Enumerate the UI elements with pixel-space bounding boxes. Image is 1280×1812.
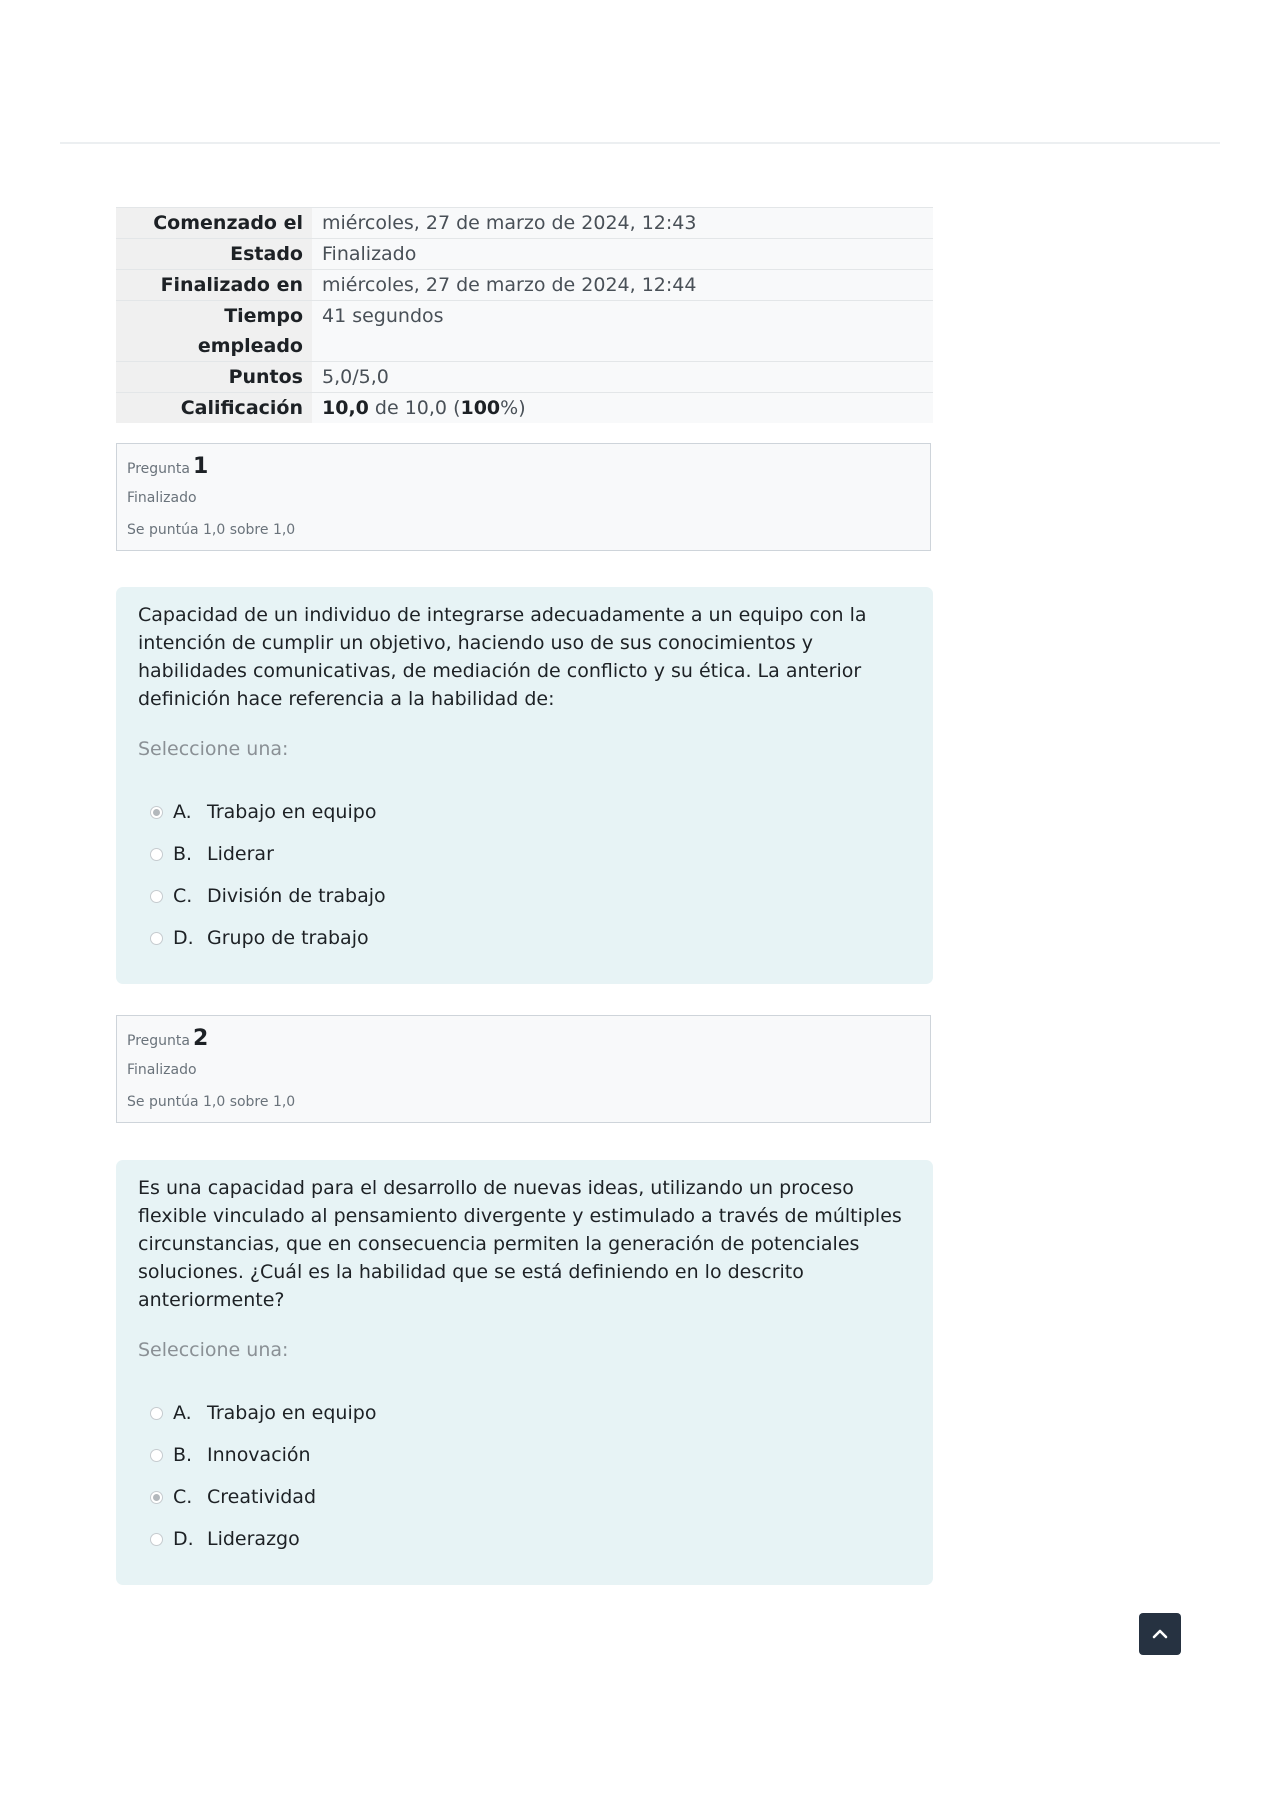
question-text: Capacidad de un individuo de integrarse adecuadamente a un equipo con la intención de cumplir un objetivo, haciendo uso de sus conocimientos y habilidades comunicativas, de mediación de conflicto y su ética. La anterior definición hace referencia a la habilidad de: (138, 604, 867, 710)
summary-label: Calificación (116, 393, 312, 424)
answer-option-c[interactable] (138, 875, 911, 917)
answer-label: Trabajo en equipo (207, 801, 377, 823)
question-1-content (116, 587, 933, 984)
summary-row-finished (116, 270, 933, 301)
radio-icon[interactable] (150, 1449, 163, 1462)
answer-option-a[interactable] (138, 791, 911, 833)
answer-option-a[interactable] (138, 1392, 911, 1434)
question-2-info (116, 1015, 931, 1123)
question-number: 1 (192, 454, 209, 479)
time-label-line-1: Tiempo (224, 305, 303, 327)
answer-option-b[interactable] (138, 833, 911, 875)
answer-label: Creatividad (207, 1486, 317, 1508)
question-status: Finalizado (127, 490, 197, 506)
question-number-line (127, 452, 920, 482)
summary-row-time (116, 301, 933, 362)
question-word: Pregunta (127, 1033, 190, 1049)
time-label-line-2: empleado (197, 335, 303, 357)
grade-suffix: %) (500, 397, 526, 419)
back-to-top-button[interactable] (1139, 1613, 1181, 1655)
grade-score: 10,0 (322, 397, 369, 419)
answer-label: División de trabajo (207, 885, 386, 907)
answer-letter: A. (173, 1402, 192, 1424)
summary-row-state (116, 239, 933, 270)
summary-label: Estado (116, 239, 312, 270)
summary-value: miércoles, 27 de marzo de 2024, 12:43 (312, 208, 933, 239)
summary-label: Puntos (116, 362, 312, 393)
answer-letter: C. (173, 885, 193, 907)
attempt-summary-table (116, 207, 933, 423)
answer-prompt: Seleccione una: (138, 738, 289, 760)
summary-value: 41 segundos (312, 301, 933, 362)
answer-option-c[interactable] (138, 1476, 911, 1518)
summary-row-started (116, 208, 933, 239)
question-text: Es una capacidad para el desarrollo de nuevas ideas, utilizando un proceso flexible vinculado al pensamiento divergente y estimulado a través de múltiples circunstancias, que en consecuencia permiten la generación de potenciales soluciones. ¿Cuál es la habilidad que se está definiendo en lo descrito anteriormente? (138, 1177, 902, 1311)
answer-label: Innovación (207, 1444, 311, 1466)
answer-list (138, 1392, 911, 1560)
answer-letter: B. (173, 843, 193, 865)
answer-letter: B. (173, 1444, 193, 1466)
answer-label: Trabajo en equipo (207, 1402, 377, 1424)
answer-letter: D. (173, 1528, 194, 1550)
question-mark: Se puntúa 1,0 sobre 1,0 (127, 522, 296, 538)
summary-value (312, 393, 933, 424)
radio-icon[interactable] (150, 1407, 163, 1420)
summary-value: Finalizado (312, 239, 933, 270)
answer-list (138, 791, 911, 959)
radio-icon[interactable] (150, 1533, 163, 1546)
answer-letter: D. (173, 927, 194, 949)
chevron-up-icon (1151, 1625, 1169, 1643)
answer-label: Grupo de trabajo (207, 927, 369, 949)
question-mark: Se puntúa 1,0 sobre 1,0 (127, 1094, 296, 1110)
answer-prompt: Seleccione una: (138, 1339, 289, 1361)
answer-letter: A. (173, 801, 192, 823)
question-2-content (116, 1160, 933, 1585)
summary-label: Finalizado en (116, 270, 312, 301)
summary-label: Comenzado el (116, 208, 312, 239)
summary-label (116, 301, 312, 362)
grade-of: de 10,0 ( (368, 397, 461, 419)
radio-checked-icon[interactable] (150, 806, 163, 819)
radio-icon[interactable] (150, 890, 163, 903)
question-number-line (127, 1024, 920, 1054)
radio-icon[interactable] (150, 932, 163, 945)
answer-option-d[interactable] (138, 917, 911, 959)
header-divider (60, 142, 1220, 144)
question-1-info (116, 443, 931, 551)
summary-value: 5,0/5,0 (312, 362, 933, 393)
question-number: 2 (192, 1026, 209, 1051)
answer-letter: C. (173, 1486, 193, 1508)
answer-option-b[interactable] (138, 1434, 911, 1476)
summary-row-points (116, 362, 933, 393)
radio-icon[interactable] (150, 848, 163, 861)
grade-percent: 100 (460, 397, 501, 419)
answer-option-d[interactable] (138, 1518, 911, 1560)
question-word: Pregunta (127, 461, 190, 477)
radio-checked-icon[interactable] (150, 1491, 163, 1504)
question-status: Finalizado (127, 1062, 197, 1078)
summary-value: miércoles, 27 de marzo de 2024, 12:44 (312, 270, 933, 301)
summary-row-grade (116, 393, 933, 424)
answer-label: Liderazgo (207, 1528, 300, 1550)
answer-label: Liderar (207, 843, 274, 865)
